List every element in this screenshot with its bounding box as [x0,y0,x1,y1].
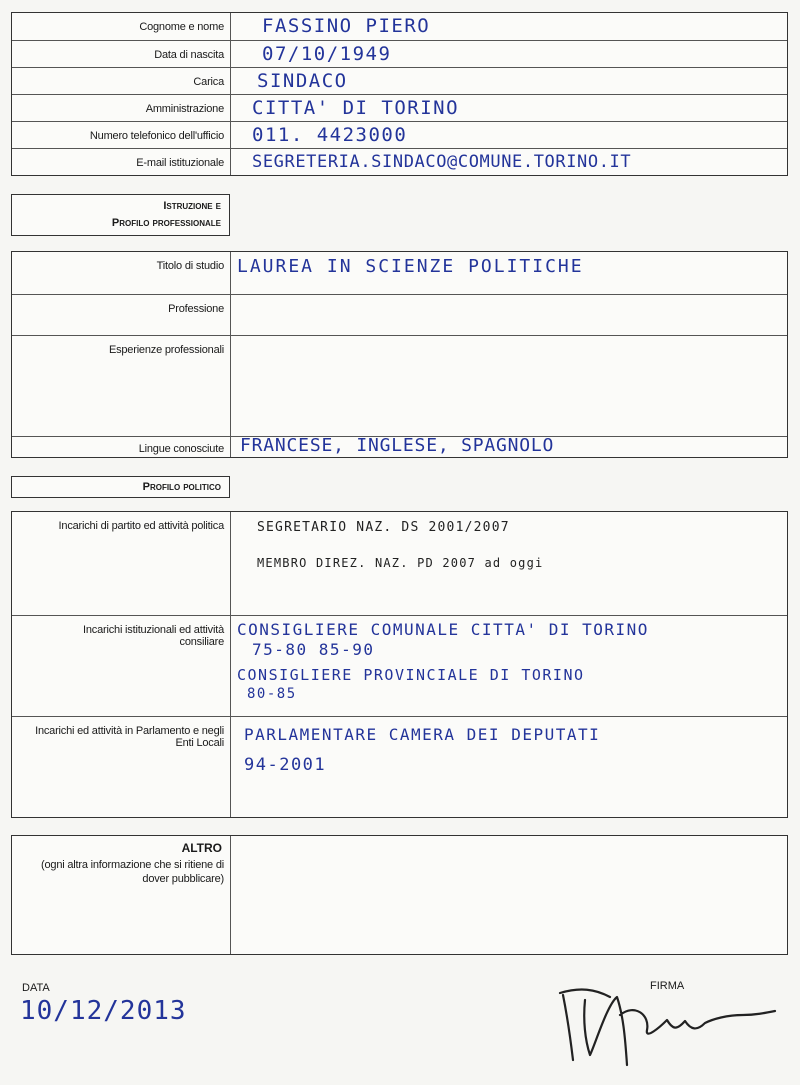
field-row-administration [12,94,787,121]
political-table [11,511,788,818]
field-value-line: SEGRETARIO NAZ. DS 2001/2007 [257,520,510,535]
field-label: Incarichi di partito ed attività politica [58,520,224,532]
field-value-line: 75-80 85-90 [252,640,375,659]
field-value: 011. 4423000 [252,124,408,146]
field-label: Carica [193,76,224,88]
field-value: FASSINO PIERO [262,15,431,37]
field-label: Incarichi ed attività in Parlamento e negli Enti Locali [35,725,224,749]
field-row-name [12,13,787,40]
field-label: Data di nascita [154,49,224,61]
section-title-line2: Profilo professionale [111,217,221,229]
field-row-institutional [12,615,787,716]
other-info-title: ALTRO [181,841,222,855]
personal-data-table [11,12,788,176]
field-row-parliament [12,716,787,817]
section-title: Profilo politico [142,481,221,493]
field-row-profession [12,294,787,335]
field-value: SEGRETERIA.SINDACO@COMUNE.TORINO.IT [252,152,632,172]
field-label: Lingue conosciute [138,443,224,455]
field-value: 07/10/1949 [262,43,392,65]
field-value-line: 80-85 [247,686,297,702]
field-row-degree [12,252,787,294]
field-label: Cognome e nome [139,21,224,33]
field-label: Numero telefonico dell'ufficio [89,130,224,142]
signature-label: FIRMA [650,980,685,992]
education-table [11,251,788,458]
other-info-description: (ogni altra informazione che si ritiene di dover pubblicare) [41,859,224,885]
field-value: LAUREA IN SCIENZE POLITICHE [237,256,584,277]
field-row-role [12,67,787,94]
field-row-phone [12,121,787,148]
field-value-line: 94-2001 [244,755,327,775]
education-section-header [11,194,230,236]
field-row-party [12,512,787,615]
political-section-header [11,476,230,498]
field-row-birthdate [12,40,787,67]
other-info-table [11,835,788,955]
field-label: Amministrazione [145,103,224,115]
section-title-line1: Istruzione e [163,200,221,212]
field-value-line: CONSIGLIERE COMUNALE CITTA' DI TORINO [237,620,649,639]
field-row-experience [12,335,787,436]
field-value-line: PARLAMENTARE CAMERA DEI DEPUTATI [244,725,601,744]
field-row-languages [12,436,787,458]
field-value: SINDACO [257,70,348,92]
signature-scribble [555,975,785,1075]
field-label: Incarichi istituzionali ed attività consiliare [83,624,224,648]
column-divider [230,836,231,954]
field-value: FRANCESE, INGLESE, SPAGNOLO [240,435,555,456]
field-label: Esperienze professionali [108,344,224,356]
date-label: DATA [22,982,50,994]
field-label: E-mail istituzionale [136,157,224,169]
field-row-email [12,148,787,175]
field-value-line: CONSIGLIERE PROVINCIALE DI TORINO [237,666,585,684]
date-value: 10/12/2013 [20,996,187,1026]
field-label: Titolo di studio [156,260,224,272]
field-value-line: MEMBRO DIREZ. NAZ. PD 2007 ad oggi [257,556,544,570]
field-label: Professione [168,303,224,315]
field-value: CITTA' DI TORINO [252,97,460,119]
